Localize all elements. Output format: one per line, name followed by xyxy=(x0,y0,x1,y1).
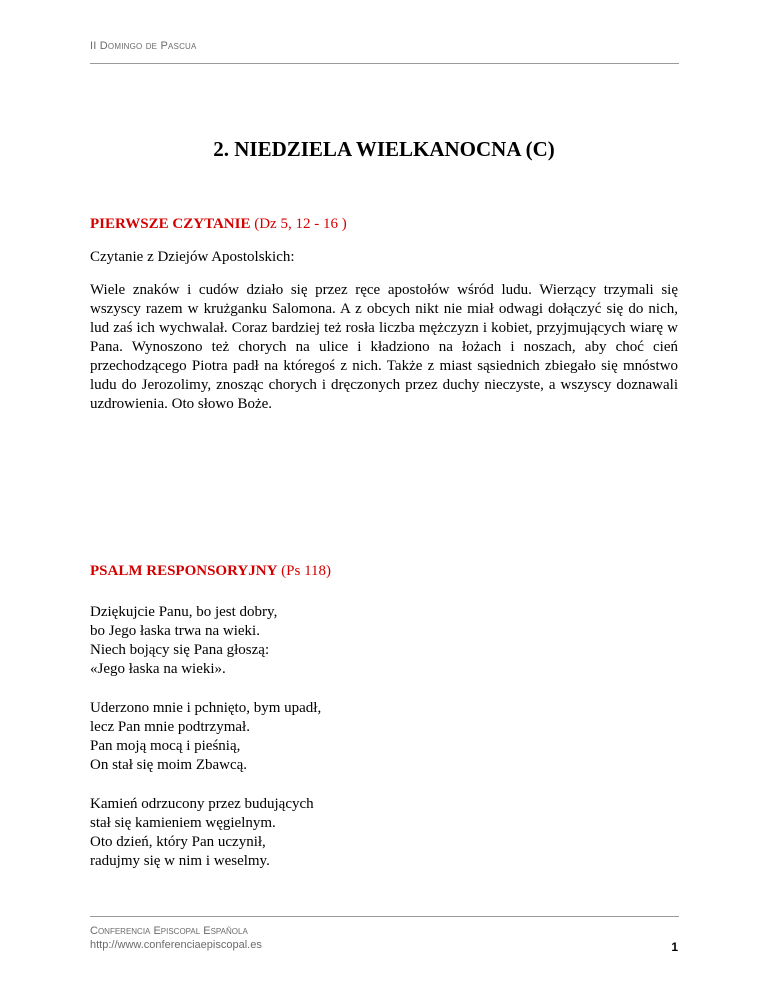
footer-url[interactable]: http://www.conferenciaepiscopal.es xyxy=(90,939,262,951)
running-header: II Domingo de Pascua xyxy=(90,40,197,52)
header-divider xyxy=(90,63,679,64)
psalm-line: Uderzono mnie i pchnięto, bym upadł, xyxy=(90,700,322,716)
psalm-label: PSALM RESPONSORYJNY xyxy=(90,563,278,579)
psalm-line: stał się kamieniem węgielnym. xyxy=(90,815,276,831)
first-reading-heading xyxy=(90,215,678,234)
page-number: 1 xyxy=(671,940,678,954)
psalm-line: Niech bojący się Pana głoszą: xyxy=(90,642,270,658)
psalm-line: Kamień odrzucony przez budujących xyxy=(90,796,314,812)
psalm-line: On stał się moim Zbawcą. xyxy=(90,757,248,773)
psalm-line: Oto dzień, który Pan uczynił, xyxy=(90,834,266,850)
footer-organization: Conferencia Episcopal Española xyxy=(90,925,248,937)
psalm-line: Dziękujcie Panu, bo jest dobry, xyxy=(90,604,278,620)
psalm-reference: (Ps 118) xyxy=(281,563,332,579)
first-reading-text: Wiele znaków i cudów działo się przez ręce apostołów wśród ludu. Wierzący trzymali się wszyscy razem w krużganku Salomona. A z obcych nikt nie miał odwagi dołączyć się do nich, lud zaś ich wychwalał. Coraz bardziej też rosła liczba mężczyzn i kobiet, przyjmujących wiarę w Pana. Wynoszono też chorych na ulice i kładziono na łożach i noszach, aby choć cień przechodzącego Piotra padł na któregoś z nich. Także z miast sąsiednich zbiegało się mnóstwo ludu do Jerozolimy, znosząc chorych i dręczonych przez duchy nieczyste, a wszyscy doznawali uzdrowienia. Oto słowo Boże. xyxy=(90,282,678,412)
psalm-line: «Jego łaska na wieki». xyxy=(90,661,226,677)
first-reading-intro: Czytanie z Dziejów Apostolskich: xyxy=(90,249,295,265)
psalm-line: bo Jego łaska trwa na wieki. xyxy=(90,623,260,639)
page-footer xyxy=(90,924,678,952)
psalm-line: radujmy się w nim i weselmy. xyxy=(90,853,270,869)
psalm-line: lecz Pan mnie podtrzymał. xyxy=(90,719,250,735)
psalm-heading xyxy=(90,562,678,581)
page-title: 2. NIEDZIELA WIELKANOCNA (C) xyxy=(213,137,555,161)
psalm-stanza xyxy=(90,603,678,679)
footer-divider xyxy=(90,916,679,917)
first-reading-label: PIERWSZE CZYTANIE xyxy=(90,216,251,232)
psalm-stanza xyxy=(90,795,678,871)
psalm-stanza xyxy=(90,699,678,775)
first-reading-reference: (Dz 5, 12 - 16 ) xyxy=(254,216,347,232)
document-body xyxy=(90,215,678,871)
psalm-line: Pan moją mocą i pieśnią, xyxy=(90,738,241,754)
